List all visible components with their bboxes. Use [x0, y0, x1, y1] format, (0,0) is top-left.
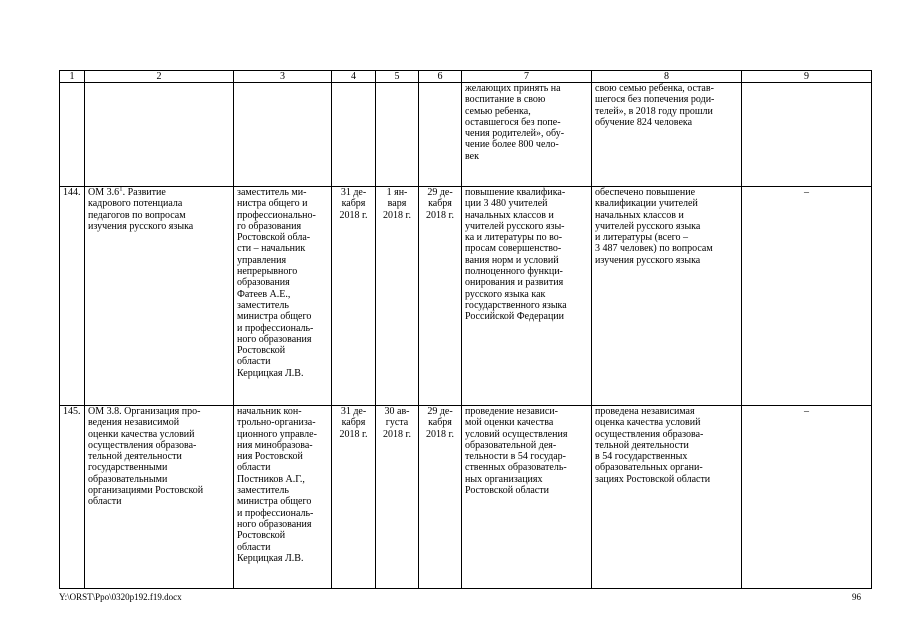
text-line: кабря: [341, 417, 366, 429]
text-line: желающих принять на: [465, 83, 561, 94]
col-header-7: 7: [462, 71, 592, 83]
col-header-3: 3: [234, 71, 332, 83]
notes: –: [742, 187, 872, 406]
text-line: осуществления образова-: [595, 428, 704, 440]
actual-result: [592, 406, 742, 589]
text-line: кабря: [341, 198, 366, 210]
text-line: начальных классов и: [465, 209, 554, 221]
text-line: образовательными: [88, 473, 168, 485]
row-number: 144.: [60, 187, 85, 406]
cell-empty: [85, 83, 234, 187]
text-line: телей», в 2018 году прошли: [595, 105, 713, 117]
text-line: онирования и развития: [465, 277, 564, 289]
text-line: области: [237, 356, 271, 368]
date-planned-end: [332, 406, 376, 589]
main-table: [59, 70, 872, 589]
text-line: Ростовской области: [465, 485, 549, 497]
text-line: оценка качества условий: [595, 417, 701, 429]
text-line: министра общего: [237, 496, 312, 508]
cell-empty: [419, 83, 462, 187]
text-line: тельной деятельности: [88, 451, 182, 463]
text-line: ного образования: [237, 518, 312, 530]
text-line: 29 де-: [427, 187, 453, 198]
text-line: повышение квалифика-: [465, 187, 566, 198]
text-line: образовательных органи-: [595, 462, 703, 474]
text-line: го образования: [237, 220, 302, 232]
text-line: чения родителей», обу-: [465, 128, 565, 140]
text-line: 2018 г.: [426, 428, 454, 440]
text-line: заместитель: [237, 299, 289, 311]
text-line: образования: [237, 277, 290, 289]
text-line: трольно-организа-: [237, 417, 316, 429]
text-line: 29 де-: [427, 406, 453, 417]
text-line: сти – начальник: [237, 243, 306, 255]
file-path: Y:\ORST\Ppo\0320p192.f19.docx: [59, 592, 182, 602]
text-line: варя: [387, 198, 407, 210]
text-line: шегося без попечения роди-: [595, 94, 715, 106]
responsible-person: [234, 406, 332, 589]
text-line: семью ребенка,: [465, 105, 531, 117]
expected-result: [462, 187, 592, 406]
text-line: непрерывного: [237, 266, 298, 278]
text-line: век: [465, 150, 479, 162]
text-line: тельной деятельности: [595, 439, 689, 451]
text-line: 30 ав-: [384, 406, 410, 417]
responsible-person: [234, 187, 332, 406]
table-row: [60, 187, 872, 406]
event-title: [85, 406, 234, 589]
text-line: 2018 г.: [383, 428, 411, 440]
text-line: учителей русского язы-: [465, 220, 565, 232]
date-actual-end: [419, 187, 462, 406]
text-line: 2018 г.: [383, 209, 411, 221]
text-line: зациях Ростовской области: [595, 473, 711, 485]
text-line: управления: [237, 254, 287, 266]
text-line: государственными: [88, 462, 168, 474]
text-line: образовательной дея-: [465, 439, 557, 451]
text-line: ка и литературы по во-: [465, 232, 563, 244]
col-header-9: 9: [742, 71, 872, 83]
text-line: проведение независи-: [465, 406, 558, 417]
text-line: Ростовской: [237, 530, 286, 542]
date-planned-end: [332, 187, 376, 406]
text-line: оставшегося без попе-: [465, 116, 561, 128]
text-line: ОМ 3.8. Организация про-: [88, 406, 201, 417]
text-line: Керцицкая Л.В.: [237, 367, 304, 379]
text-line: начальных классов и: [595, 209, 684, 221]
text-line: ния минобразова-: [237, 439, 313, 451]
text-line: полноценного функци-: [465, 266, 563, 278]
text-line: Фатеев А.Е.,: [237, 288, 291, 300]
text-line: ционного управле-: [237, 428, 317, 440]
text-line: 3 487 человек) по вопросам: [595, 243, 713, 255]
cont-actual-result: [592, 83, 742, 187]
text-line: мой оценки качества: [465, 417, 554, 429]
text-line: осуществления образова-: [88, 439, 197, 451]
header-row: [60, 71, 872, 83]
text-line: русского языка как: [465, 288, 546, 300]
text-line: нистра общего и: [237, 198, 308, 210]
col-header-4: 4: [332, 71, 376, 83]
expected-result: [462, 406, 592, 589]
text-line: 2018 г.: [339, 209, 368, 221]
text-line: изучения русского языка: [595, 254, 701, 266]
text-line: ции 3 480 учителей: [465, 198, 548, 210]
text-line: воспитание в свою: [465, 94, 546, 106]
text-line: чение более 800 чело-: [465, 139, 559, 151]
table-row-continuation: [60, 83, 872, 187]
text-line: ных организациях: [465, 473, 543, 485]
text-line: Постников А.Г.,: [237, 473, 305, 485]
text-line: ведения независимой: [88, 417, 180, 429]
text-line: Ростовской: [237, 345, 286, 357]
page-number: 96: [852, 592, 861, 602]
date-start: [376, 406, 419, 589]
text-line: Российской Федерации: [465, 311, 565, 323]
text-line: начальник кон-: [237, 406, 302, 417]
actual-result: [592, 187, 742, 406]
text-line: и профессиональ-: [237, 322, 314, 334]
row-number: 145.: [60, 406, 85, 589]
text-line: заместитель: [237, 485, 289, 497]
text-line: 1 ян-: [386, 187, 408, 198]
cell-empty: [234, 83, 332, 187]
text-line: ного образования: [237, 333, 312, 345]
text-line: 31 де-: [340, 406, 367, 417]
text-line: квалификации учителей: [595, 198, 698, 210]
cell-empty: [742, 83, 872, 187]
table-row: [60, 406, 872, 589]
text-line: 2018 г.: [426, 209, 454, 221]
col-header-8: 8: [592, 71, 742, 83]
text-line: проведена независимая: [595, 406, 695, 417]
text-line: организациями Ростовской: [88, 485, 204, 497]
text-line: учителей русского языка: [595, 220, 701, 232]
notes: –: [742, 406, 872, 589]
col-header-2: 2: [85, 71, 234, 83]
text-line: области: [237, 462, 271, 474]
text-line: 31 де-: [340, 187, 367, 198]
cell-empty: [60, 83, 85, 187]
text-line: и профессиональ-: [237, 507, 314, 519]
text-line: кабря: [428, 417, 452, 429]
text-line: области: [237, 541, 271, 553]
cont-expected-result: [462, 83, 592, 187]
text-line: свою семью ребенка, остав-: [595, 83, 714, 94]
text-line: густа: [385, 417, 409, 429]
text-line: обеспечено повышение: [595, 187, 696, 198]
text-line: государственного языка: [465, 299, 567, 311]
col-header-5: 5: [376, 71, 419, 83]
date-start: [376, 187, 419, 406]
col-header-1: 1: [60, 71, 85, 83]
text-line: 2018 г.: [339, 428, 368, 440]
text-line: условий осуществления: [465, 428, 568, 440]
text-line: области: [88, 496, 122, 508]
cell-empty: [376, 83, 419, 187]
text-line: просам совершенство-: [465, 243, 562, 255]
text-line: заместитель ми-: [237, 187, 307, 198]
event-title: ОМ $3.6^1$. Развитие кадрового потенциала педагогов по вопросам изучения русского языка: [85, 187, 234, 406]
text-line: оценки качества условий: [88, 428, 195, 440]
text-line: в 54 государственных: [595, 451, 688, 463]
text-line: ственных образователь-: [465, 462, 567, 474]
text-line: министра общего: [237, 311, 312, 323]
text-line: Ростовской обла-: [237, 232, 311, 244]
text-line: обучение 824 человека: [595, 116, 693, 128]
text-line: вания норм и условий: [465, 254, 559, 266]
cell-empty: [332, 83, 376, 187]
text-line: ния Ростовской: [237, 451, 303, 463]
text-line: профессионально-: [237, 209, 316, 221]
text-line: кабря: [428, 198, 452, 210]
date-actual-end: [419, 406, 462, 589]
text-line: тельности в 54 государ-: [465, 451, 566, 463]
col-header-6: 6: [419, 71, 462, 83]
text-line: Керцицкая Л.В.: [237, 552, 304, 564]
text-line: и литературы (всего –: [595, 232, 688, 244]
